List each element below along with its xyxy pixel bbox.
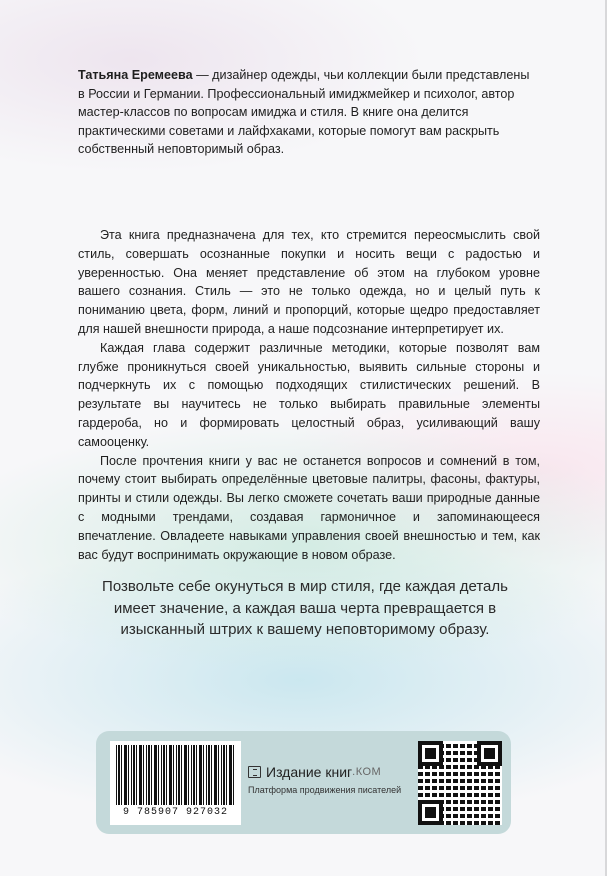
description-paragraph-2: Каждая глава содержит различные методики, которые позволят вам глубже проникнуться своей уникальностью, выявить сильные стороны и подчеркнуть их с помощью подходящих стилистических решений. В результате вы научитесь не только выбирать правильные элементы гардероба, но и формировать целостный образ, усиливающий вашу самооценку. — [78, 340, 540, 449]
publisher-name-line — [248, 764, 408, 780]
book-icon — [248, 766, 261, 778]
closing-quote: Позвольте себе окунуться в мир стиля, где каждая деталь имеет значение, а каждая ваша черта превращается в изысканный штрих к вашему неповторимому образу. — [102, 578, 508, 638]
publisher-name: Издание книг — [266, 764, 353, 780]
barcode-number: 9 785907 927032 — [122, 807, 228, 818]
author-bio: — дизайнер одежды, чьи коллекции были представлены в России и Германии. Профессиональный имиджмейкер и психолог, автор мастер-классов по вопросам имиджа и стиля. В книге она делится практическими советами и лайфхаками, которые помогут вам раскрыть собственный неповторимый образ. — [78, 68, 530, 156]
publisher-suffix: .КОМ — [352, 766, 382, 778]
barcode-bars — [116, 745, 235, 805]
book-description — [78, 226, 540, 564]
barcode-panel — [96, 731, 511, 834]
author-bio-block — [78, 66, 538, 159]
qr-finder-top-right — [477, 741, 502, 766]
isbn-barcode — [110, 741, 241, 825]
description-paragraph-1: Эта книга предназначена для тех, кто стремится переосмыслить свой стиль, совершать осознанные покупки и носить вещи с радостью и уверенностью. Она меняет представление об этом на глубоком уровне вашего сознания. Стиль — это не только одежда, но и целый путь к пониманию цвета, форм, линий и пропорций, которые щедро предоставляет для нашей внешности природа, а наше подсознание интерпретирует их. — [78, 228, 540, 336]
qr-code-icon — [418, 741, 502, 825]
description-paragraph-3: После прочтения книги у вас не останется вопросов и сомнений в том, почему стоит выбирать определённые цветовые палитры, фасоны, фактуры, принты и стили одежды. Вы легко сможете сочетать ваши природные данные с модными трендами, создавая гармоничное и запоминающееся впечатление. Овладеете навыками управления своей внешностью и тем, как вас будут воспринимать окружающие в новом образе. — [78, 453, 540, 562]
qr-finder-bottom-left — [418, 800, 443, 825]
publisher-tagline: Платформа продвижения писателей — [248, 785, 402, 795]
qr-finder-top-left — [418, 741, 443, 766]
author-name: Татьяна Еремеева — [78, 68, 193, 82]
publisher-logo — [248, 764, 408, 795]
